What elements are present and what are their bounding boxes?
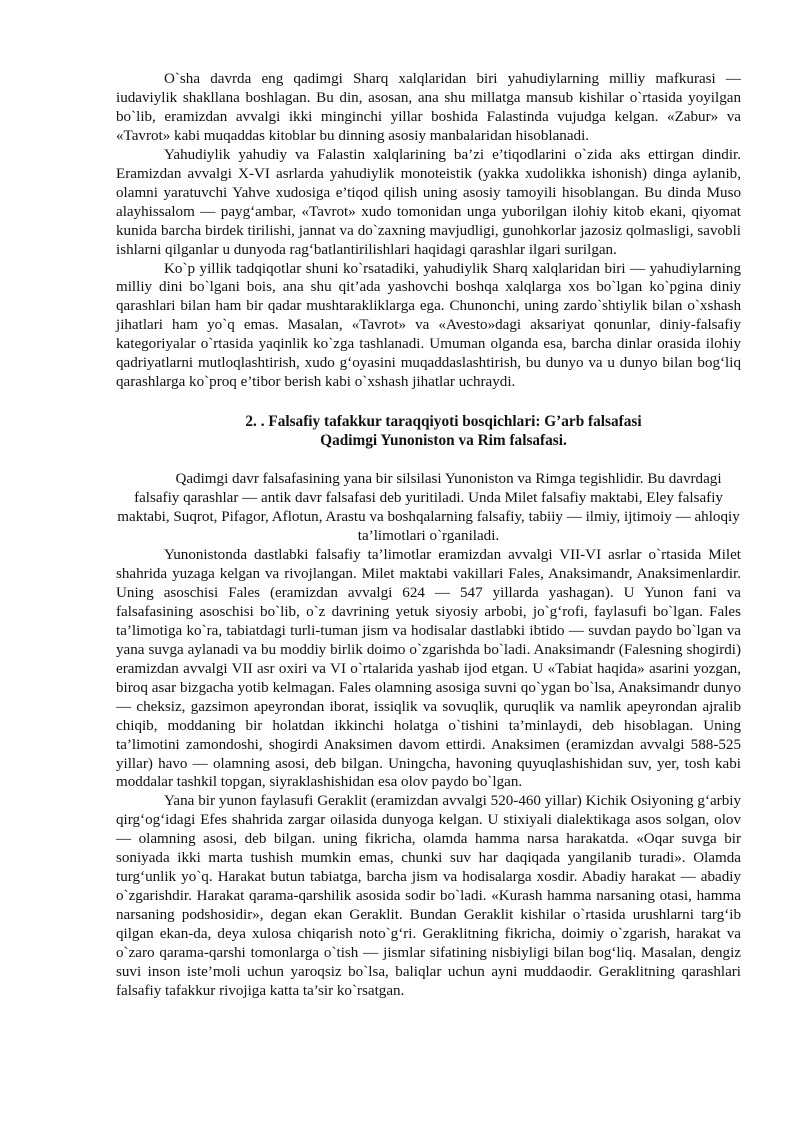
paragraph-judaism-monotheism: Yahudiylik yahudiy va Falastin xalqlarining ba’zi e’tiqodlarini o`zida aks ettirgan dindir. Eramizdan avvalgi X-VI asrlarda yahudiylik monoteistik (yakka xudolikka ishonish) dinga aylanib, olamni yaratuvchi Yahve xudosiga e’tiqod qilish uning asosiy tamoyili hisoblangan. Bu dinda Muso alayhissalom — payg‘ambar, «Tavrot» xudo tomonidan unga yuborilgan ilohiy kitob ekani, qiyomat kunida barcha birdek tirilishi, jannat va do`zaxning mavjudligi, gunohkorlar jazosiz qolmasligi, savobli ishlarni qilganlar u dunyoda rag‘batlantirilishlari haqidagi qarashlar ilgari surilgan. bbox=[116, 146, 741, 258]
document-page bbox=[116, 70, 741, 1001]
paragraph-judaism-comparison: Ko`p yillik tadqiqotlar shuni ko`rsatadiki, yahudiylik Sharq xalqlaridan biri — yahudiylarning milliy dini bo`lgani bois, ana shu qit’ada yashovchi boshqa xalqlarga xos bo`lgan ko`pgina diniy qarashlari bilan ham bir qadar mushtarakliklarga ega. Chunonchi, uning zardo`shtiylik bilan o`xshash jihatlari ham yo`q emas. Masalan, «Tavrot» va «Avesto»dagi aksariyat qonunlar, diniy-falsafiy kategoriyalar o`rtasida yaqinlik ko`zga tashlanadi. Umuman olganda esa, barcha dinlar orasida ilohiy qadriyatlarni mutloqlashtirish, xudo g‘oyasini muqaddaslashtirish, bu dunyo va u dunyo bilan bog‘liq qarashlarga ko`proq e’tibor berish kabi o`xshash jihatlar uchraydi. bbox=[116, 260, 741, 391]
section-heading bbox=[116, 412, 741, 450]
section-heading-line-1: 2. . Falsafiy tafakkur taraqqiyoti bosqichlari: G’arb falsafasi bbox=[245, 413, 642, 431]
section-heading-line-2: Qadimgi Yunoniston va Rim falsafasi. bbox=[320, 432, 567, 450]
paragraph-heraclitus: Yana bir yunon faylasufi Geraklit (eramizdan avvalgi 520-460 yillar) Kichik Osiyoning g‘arbiy qirg‘og‘idagi Efes shahrida zargar oilasida dunyoga kelgan. U stixiyali dialektikaga asos solgan, olov — olamning asosi, deb bilgan. uning fikricha, olamda hamma narsa harakatda. «Oqar suvga bir soniyada ikki marta tushish mumkin emas, chunki suv har daqiqada yangilanib turadi». Olamda turg‘unlik yo`q. Harakat butun tabiatga, barcha jism va hodisalarga xosdir. Abadiy harakat — abadiy o`zgarishdir. Harakat qarama-qarshilik asosida sodir bo`ladi. «Kurash hamma narsaning otasi, hamma narsaning podshosidir», degan ekan Geraklit. Bundan Geraklit kishilar o`rtasida urushlarni targ‘ib qilgan ekan-da, deya xulosa chiqarish noto`g‘ri. Geraklitning fikricha, doimiy o`zgarish, harakat va o`zaro qarama-qarshi tomonlarga o`tish — jismlar sifatining nisbiyligi bilan bog‘liq. Masalan, dengiz suvi inson iste’moli uchun yaroqsiz bo`lsa, baliqlar uchun ayni muddaodir. Geraklitning qarashlari falsafiy tafakkur rivojiga katta ta’sir ko`rsatgan. bbox=[116, 793, 741, 999]
paragraph-antique-philosophy-intro: Qadimgi davr falsafasining yana bir silsilasi Yunoniston va Rimga tegishlidir. Bu davrdagi falsafiy qarashlar — antik davr falsafasi deb yuritiladi. Unda Milet falsafiy maktabi, Eley falsafiy maktabi, Suqrot, Pifagor, Aflotun, Arastu va boshqalarning falsafiy, tabiiy — ilmiy, ijtimoiy — ahloqiy ta’limotlari o`rganiladi. bbox=[117, 471, 740, 545]
paragraph-judaism-origins: O`sha davrda eng qadimgi Sharq xalqlaridan biri yahudiylarning milliy mafkurasi — iudaviylik shakllana boshlagan. Bu din, asosan, ana shu millatga mansub kishilar o`rtasida yoyilgan bo`lib, eramizdan avvalgi ikki minginchi yillar boshida Falastinda vujudga kelgan. «Zabur» va «Tavrot» kabi muqaddas kitoblar bu dinning asosiy manbalaridan hisoblanadi. bbox=[116, 71, 741, 144]
paragraph-milet-school: Yunonistonda dastlabki falsafiy ta’limotlar eramizdan avvalgi VII-VI asrlar o`rtasida Milet shahrida yuzaga kelgan va rivojlangan. Milet maktabi vakillari Fales, Anaksimandr, Anaksimenlardir. Uning asoschisi Fales (eramizdan avvalgi 624 — 547 yillarda yashagan). U Yunon fani va falsafasining asoschisi bo`lib, o`z davrining yetuk siyosiy arbobi, jo`g‘rofi, faylasufi bo`lgan. Fales ta’limotiga ko`ra, tabiatdagi turli-tuman jism va hodisalar dastlabki ibtido — suvdan paydo bo`lgan va yana suvga aylanadi va bu moddiy birlik doimo o`zgarishda bo`ladi. Anaksimandr (Falesning shogirdi) eramizdan avvalgi VII asr oxiri va VI o`rtalarida yashab ijod etgan. U «Tabiat haqida» asarini yozgan, biroq asar bizgacha yotib kelmagan. Fales olamning asosiga suvni qo`ygan bo`lsa, Anaksimandr dunyo — cheksiz, gazsimon apeyrondan iborat, issiqlik va sovuqlik, quruqlik va namlik apeyrondan ajralib chiqib, moddaning bir holatdan ikkinchi holatga o`tishini ta’minlaydi, deb hisoblagan. Uning ta’limotini zamondoshi, shogirdi Anaksimen davom ettirdi. Anaksimen (eramizdan avvalgi 588-525 yillar) havo — olamning asosi, deb bilgan. Uningcha, havoning quyuqlashishidan suv, yer, tosh kabi moddalar tashkil topgan, siyraklashishidan esa olov paydo bo`lgan. bbox=[116, 547, 741, 791]
